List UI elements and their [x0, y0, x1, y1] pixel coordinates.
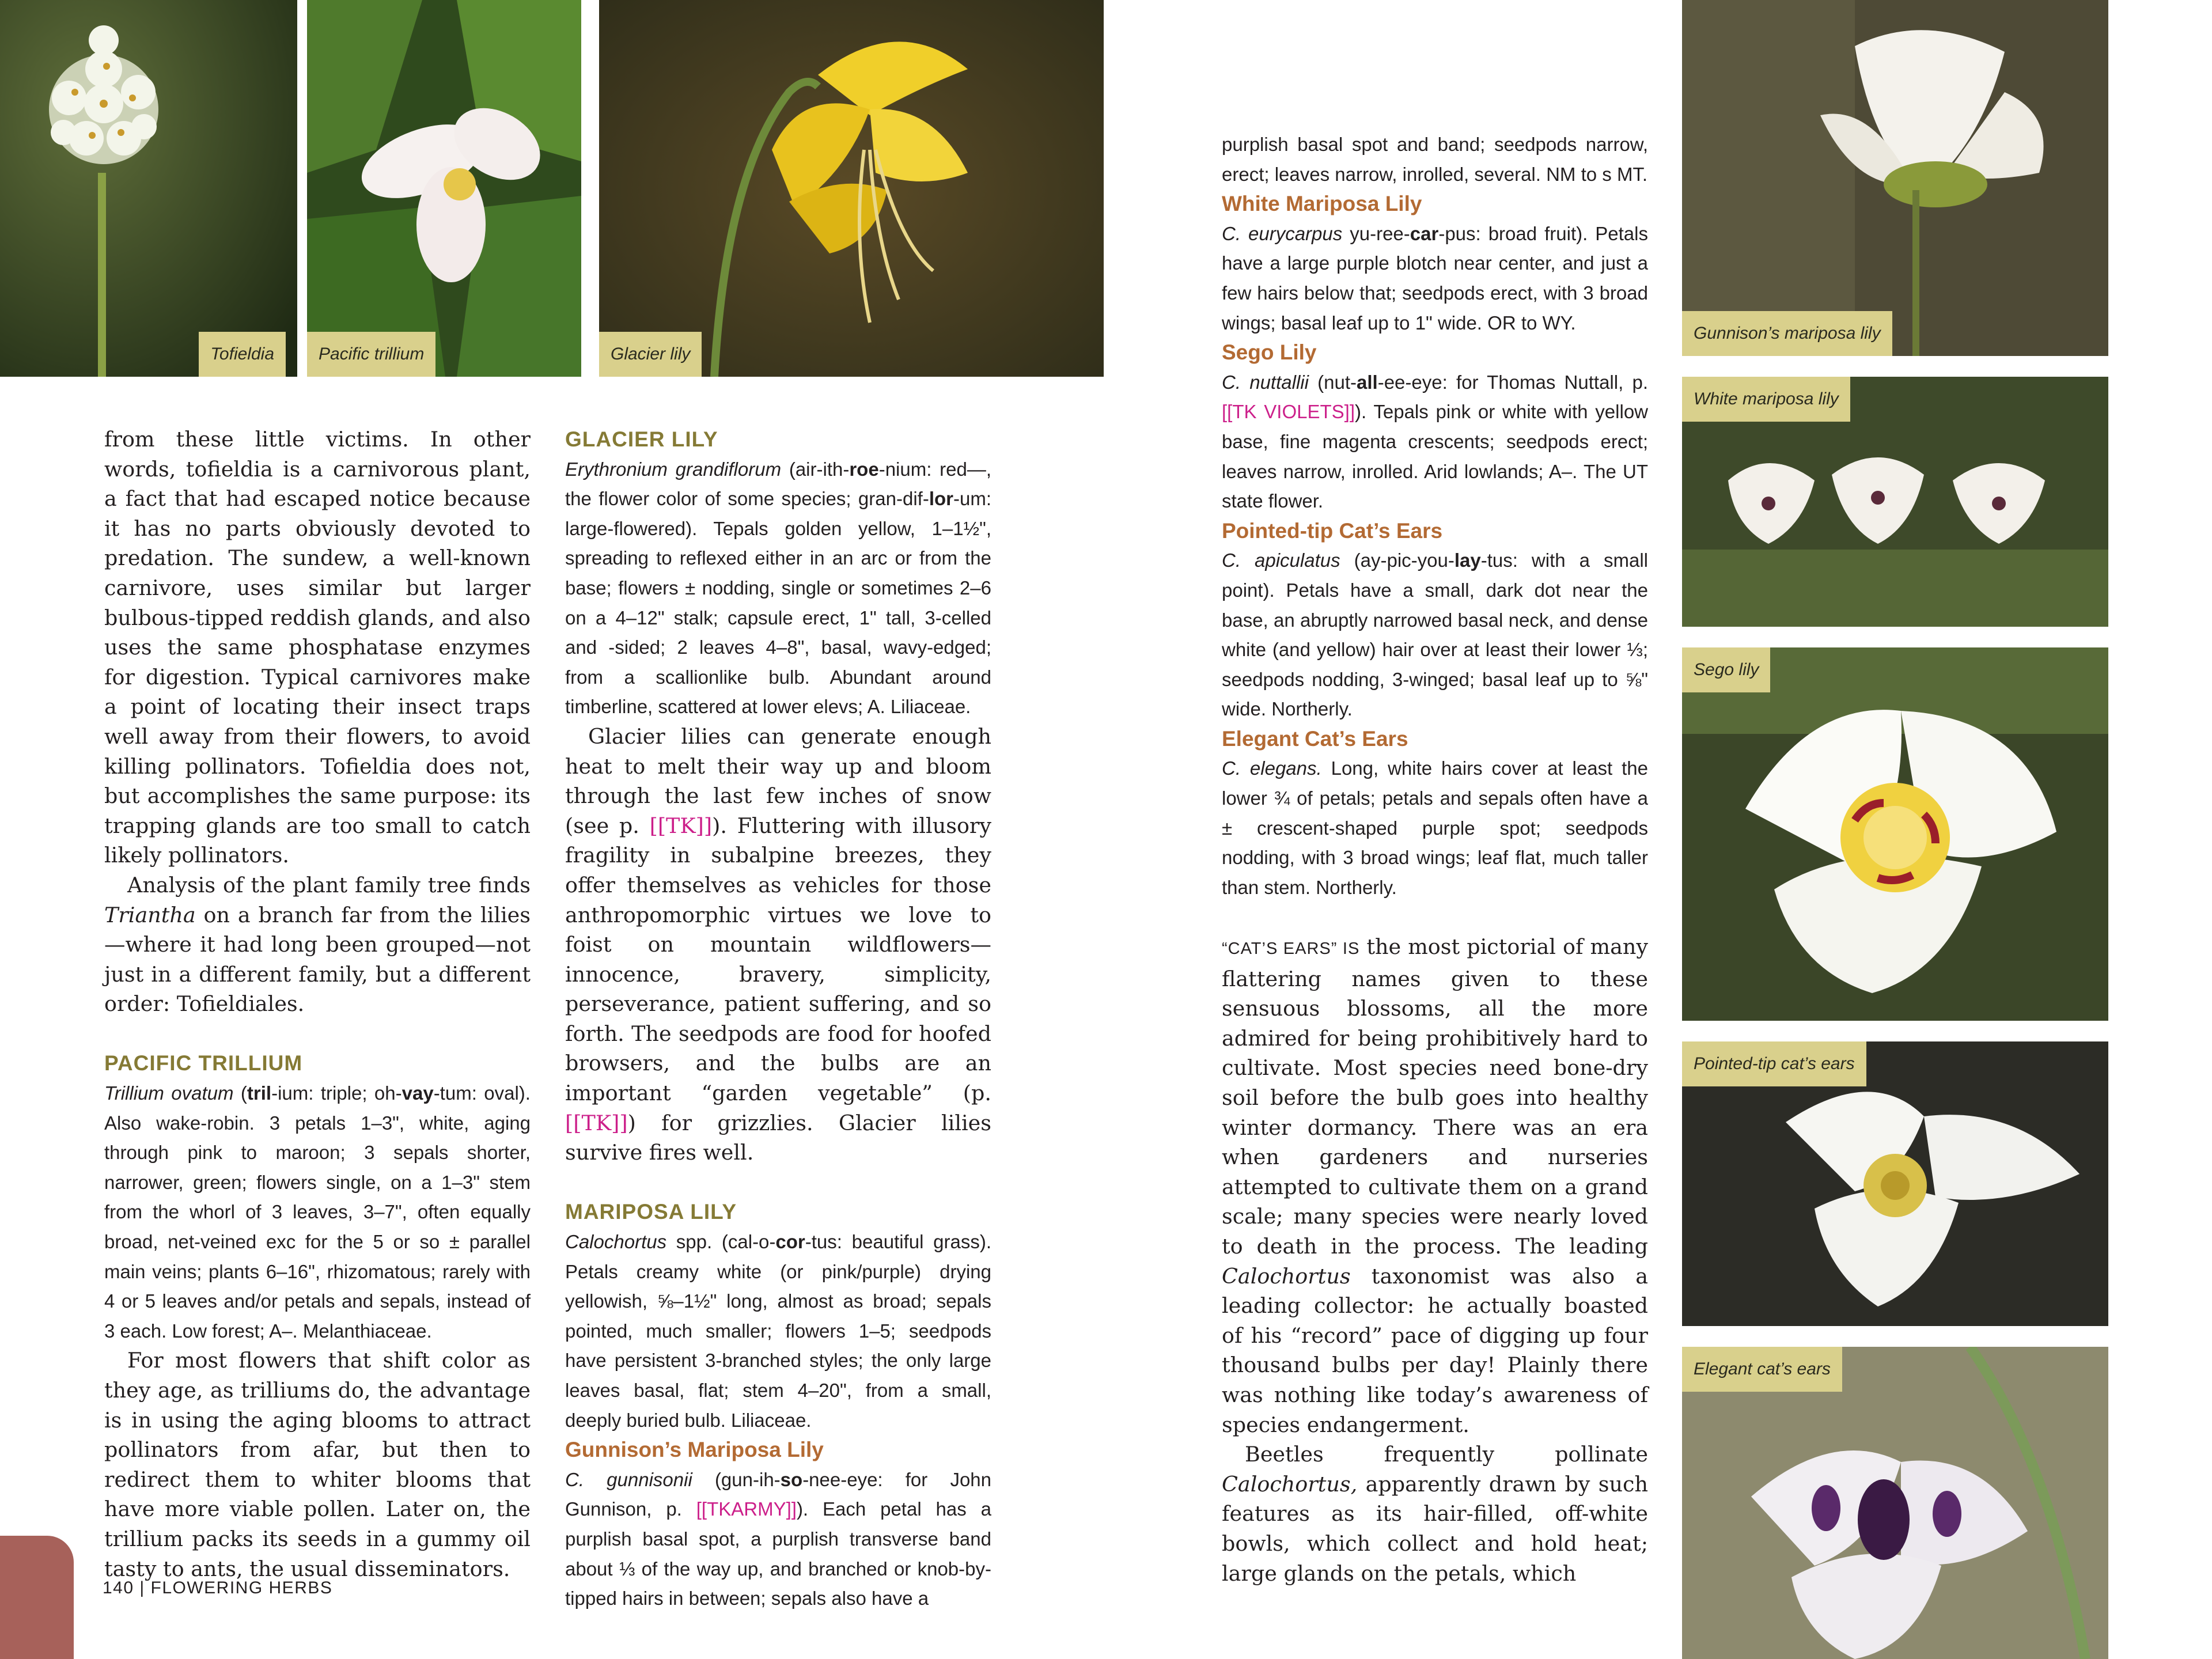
mariposa-lily-photo-icon: [1682, 0, 2108, 356]
entry-mariposa-lily: [565, 1227, 991, 1435]
pointed-tip-cats-ears-photo: [1682, 1041, 2108, 1326]
photo-caption-white-mariposa: White mariposa lily: [1682, 377, 1850, 422]
text-run: (gun-ih-: [692, 1468, 781, 1490]
text-column-1: [104, 425, 531, 1584]
scientific-name: C. eurycarpus: [1222, 222, 1343, 244]
placeholder-reference: [[TKARMY]]: [696, 1498, 797, 1520]
text-run: -ee-eye: for Thomas Nuttall, p.: [1377, 371, 1648, 393]
glacier-lily-photo-icon: [599, 0, 1104, 377]
paragraph-triantha: [104, 870, 531, 1019]
scientific-name: Erythronium grandiflorum: [565, 458, 782, 480]
text-run: yu-ree-: [1342, 222, 1410, 244]
page-folio: 140 | FLOWERING HERBS: [103, 1578, 333, 1597]
chapter-tab: [0, 1536, 74, 1659]
entry-gunnisons-continued: [1222, 130, 1648, 189]
paragraph-color-shift: For most flowers that shift color as they age, as trilliums do, the advantage is in using the aging blooms to attract pollinators from afar, but then to redirect them to whiter blooms that have more viable pollen. Later on, the trillium packs its seeds in a gummy oil tasty to ants, the usual disseminators.: [104, 1348, 531, 1581]
text-run: apparently drawn by such features as its hair-filled, off-white bowls, which collect and hold heat; large glands on the petals, which: [1222, 1471, 1648, 1586]
text-run: (ay-pic-you-: [1340, 550, 1455, 571]
text-run: -tum: oval). Also wake-robin. 3 petals 1–3", white, aging through pink to maroon; 3 sepals shorter, narrower, green; flowers single, on a 1–3" stem from the whorl of 3 leaves, 3–7", often equally broad, net-veined exc for the 5 or so ± parallel main veins; plants 6–16", rhizomatous; rarely with 4 or 5 leaves and/or petals and sepals, instead of 3 each. Low forest; A–. Melanthiaceae.: [104, 1082, 531, 1342]
text-run: Analysis of the plant family tree finds: [127, 872, 531, 897]
text-run: on a branch far from the lilies—where it had long been grouped—not just in a different family, but a different order: Tofieldiales.: [104, 902, 531, 1017]
stressed-syllable: all: [1357, 371, 1378, 393]
paragraph-glacier-lilies: [565, 722, 991, 1168]
paragraph-cats-ears: [1222, 932, 1648, 1440]
stressed-syllable: cor: [775, 1231, 805, 1253]
subheading-elegant: Elegant Cat’s Ears: [1222, 726, 1408, 751]
paragraph-beetles: [1222, 1440, 1648, 1588]
entry-glacier-lily: [565, 454, 991, 722]
stressed-syllable: lor: [929, 488, 953, 510]
scientific-name: Trillium ovatum: [104, 1082, 234, 1104]
stressed-syllable: tril: [247, 1082, 272, 1104]
text-run: purplish basal spot and band; seedpods narrow, erect; leaves narrow, inrolled, several. NM to s MT.: [1222, 134, 1648, 185]
stressed-syllable: vay: [402, 1082, 434, 1104]
entry-elegant: [1222, 753, 1648, 902]
text-run: Long, white hairs cover at least the lower ¾ of petals; petals and sepals often have a ± crescent-shaped purple spot; seedpods nodding, with 3 broad wings; leaf flat, much taller than stem. Northerly.: [1222, 757, 1649, 898]
scientific-name: C. elegans.: [1222, 757, 1322, 779]
scientific-name: C. nuttallii: [1222, 371, 1309, 393]
heading-glacier-lily: GLACIER LILY: [565, 427, 718, 451]
scientific-name: C. gunnisonii: [565, 1468, 692, 1490]
tofieldia-photo-icon: [0, 0, 297, 377]
stressed-syllable: so: [780, 1468, 803, 1490]
italic-term: Calochortus: [1222, 1263, 1351, 1289]
white-mariposa-photo: [1682, 377, 2108, 627]
gunnisons-mariposa-photo: [1682, 0, 2108, 356]
entry-pointed-tip: [1222, 546, 1648, 724]
text-run: taxonomist was also a leading collector: he actually boasted of his “record” pace of digging up four thousand bulbs per day! Plainly there was nothing like today’s awareness of species endangerment.: [1222, 1263, 1648, 1437]
trillium-photo: [307, 0, 581, 377]
text-run: ). Each petal has a purplish basal spot, a purplish transverse band about ⅓ of the way up, and branched or knob-by-tipped hairs in between; sepals also have a: [565, 1498, 991, 1609]
photo-caption-glacier-lily: Glacier lily: [599, 332, 702, 377]
stressed-syllable: lay: [1454, 550, 1481, 571]
text-run: Beetles frequently pollinate: [1245, 1442, 1648, 1467]
subheading-pointed-tip: Pointed-tip Cat’s Ears: [1222, 518, 1443, 543]
photo-caption-pacific-trillium: Pacific trillium: [307, 332, 435, 377]
photo-caption-sego: Sego lily: [1682, 647, 1770, 692]
placeholder-reference: [[TK]]: [565, 1110, 628, 1135]
text-run: -nee-eye: for John Gunnison, p.: [565, 1468, 991, 1520]
text-run: -nium: red—, the flower color of some species; gran-dif-: [565, 458, 992, 510]
italic-term: Calochortus,: [1222, 1471, 1358, 1497]
text-run: (air-ith-: [781, 458, 850, 480]
entry-white-mariposa: [1222, 219, 1648, 338]
stressed-syllable: car: [1410, 222, 1439, 244]
photo-caption-gunnisons: Gunnison’s mariposa lily: [1682, 311, 1892, 356]
text-run: ). Fluttering with illusory fragility in subalpine breezes, they offer themselves as vehicles for those anthropomorphic virtues we love to foist on mountain wildflowers—innocence, bravery, simplicity, perseverance, patient suffering, and so forth. The seedpods are food for hoofed browsers, and the bulbs are an important “garden vegetable” (p.: [565, 813, 991, 1106]
heading-mariposa-lily: MARIPOSA LILY: [565, 1200, 737, 1224]
elegant-cats-ears-photo: [1682, 1347, 2108, 1659]
elegant-cats-ears-photo-icon: [1682, 1347, 2108, 1659]
paragraph-tofieldia: from these little victims. In other words, tofieldia is a carnivorous plant, a fact that had escaped notice because it has no parts obviously devoted to predation. The sundew, a well-known carnivore, uses similar but larger bulbous-tipped reddish glands, and also uses the same phosphatase enzymes for digestion. Typical carnivores make a point of locating their insect traps well away from their flowers, to avoid killing pollinators. Tofieldia does not, but accomplishes the same purpose: its trapping glands are too small to catch likely pollinators.: [104, 427, 531, 868]
sego-lily-photo-icon: [1682, 647, 2108, 1021]
entry-pacific-trillium: Trillium ovatum (tril-ium: triple; oh-vay-tum: oval). Also wake-robin. 3 petals 1–3", white, aging through pink to maroon; 3 sepals shorter, narrower, green; flowers single, on a 1–3" stem from the whorl of 3 leaves, 3–7", often equally broad, net-veined exc for the 5 or so ± parallel main veins; plants 6–16", rhizomatous; rarely with 4 or 5 leaves and/or petals and sepals, instead of 3 each. Low forest; A–. Melanthiaceae.: [104, 1082, 531, 1342]
text-run: -pus: broad fruit). Petals have a large purple blotch near center, and just a few hairs below that; seedpods erect, with 3 broad wings; basal leaf up to 1" wide. OR to WY.: [1222, 222, 1648, 334]
stressed-syllable: roe: [849, 458, 879, 480]
small-caps-lead: “CAT’S EARS” IS: [1222, 940, 1360, 959]
photo-caption-pointed-tip: Pointed-tip cat’s ears: [1682, 1041, 1866, 1086]
subheading-gunnisons-mariposa: Gunnison’s Mariposa Lily: [565, 1438, 824, 1462]
text-run: (nut-: [1308, 371, 1357, 393]
scientific-name: C. apiculatus: [1222, 550, 1340, 571]
text-column-2: [565, 425, 991, 1613]
text-run: -tus: with a small point). Petals have a small, dark dot near the base, an abruptly narrowed basal neck, and dense white (and yellow) hair over at least their lower ⅓; seedpods nodding, 3-winged; basal leaf up to ⅝" wide. Northerly.: [1222, 550, 1649, 720]
text-run: spp. (cal-o-: [666, 1231, 776, 1253]
text-run: -tus: beautiful grass). Petals creamy white (or pink/purple) drying yellowish, ⅝–1½" long, almost as broad; sepals pointed, much smaller; flowers 1–5; seedpods have persistent 3-branched styles; the only large leaves basal, flat; stem 4–20", from a small, deeply buried bulb. Liliaceae.: [565, 1231, 991, 1431]
italic-term: Triantha: [104, 902, 196, 927]
photo-caption-tofieldia: Tofieldia: [199, 332, 286, 377]
entry-sego-lily: [1222, 368, 1648, 516]
heading-pacific-trillium: PACIFIC TRILLIUM: [104, 1051, 303, 1075]
text-run: -um: large-flowered). Tepals golden yellow, 1–1½", spreading to reflexed either in an arc or from the base; flowers ± nodding, single or sometimes 2–6 on a 4–12" stalk; capsule erect, 1" tall, 3-celled and -sided; 2 leaves 4–8", basal, wavy-edged; from a scallionlike bulb. Abundant around timberline, scattered at lower elevs; A. Liliaceae.: [565, 488, 991, 718]
trillium-photo-icon: [307, 0, 581, 377]
scientific-name: Calochortus: [565, 1231, 667, 1253]
text-column-3: [1222, 130, 1648, 1588]
entry-gunnisons-mariposa: [565, 1465, 991, 1613]
glacier-lily-photo: [599, 0, 1104, 377]
photo-caption-elegant: Elegant cat’s ears: [1682, 1347, 1842, 1392]
text-run: ) for grizzlies. Glacier lilies survive fires well.: [565, 1110, 991, 1165]
text-run: ). Tepals pink or white with yellow base, fine magenta crescents; seedpods erect; leaves narrow, inrolled. Arid lowlands; A–. The UT state flower.: [1222, 401, 1649, 512]
text-run: -ium: triple; oh-: [271, 1082, 402, 1104]
subheading-sego-lily: Sego Lily: [1222, 340, 1317, 365]
subheading-white-mariposa: White Mariposa Lily: [1222, 192, 1422, 216]
sego-lily-photo: [1682, 647, 2108, 1021]
placeholder-reference: [[TK]]: [649, 813, 713, 838]
placeholder-reference: [[TK VIOLETS]]: [1222, 401, 1355, 423]
text-run: the most pictorial of many flattering names given to these sensuous blossoms, all the more admired for being prohibitively hard to cultivate. Most species need bone-dry soil before the bulb goes into healthy winter dormancy. There was an era when gardeners and nurseries attempted to cultivate them on a grand scale; many species were nearly loved to death in the process. The leading: [1222, 934, 1648, 1259]
text-run: Glacier lilies can generate enough heat to melt their way up and bloom through the last few inches of snow (see p.: [565, 724, 991, 838]
tofieldia-photo: [0, 0, 297, 377]
